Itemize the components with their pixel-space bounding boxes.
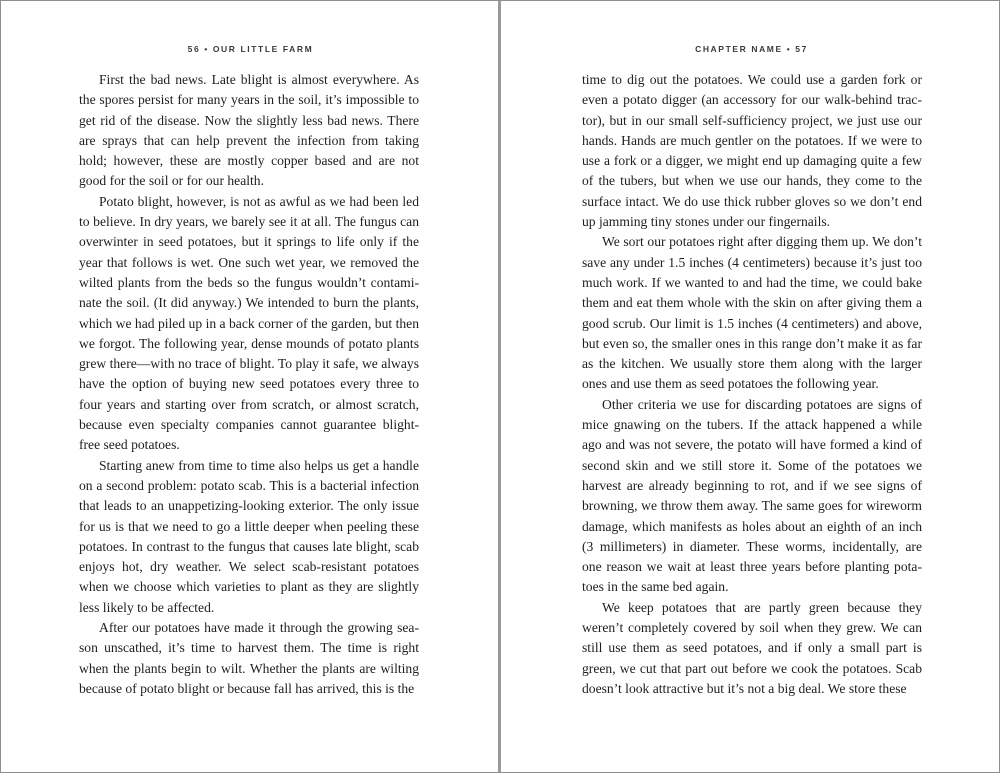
right-running-head: CHAPTER NAME • 57 [695,44,808,54]
paragraph: After our potatoes have made it through the growing season unscathed, it’s time to harvest them. The time is right when the plants begin to wilt. Whether the plants are wilting because of potato blight or because fall has arrived, this is the [79,620,419,696]
right-text-block [582,70,922,699]
paragraph: Other criteria we use for discarding potatoes are signs of mice gnawing on the tubers. If the attack happened a while ago and was not severe, the potato will have formed a kind of second skin and we still store it. Some of the potatoes we harvest are already beginning to rot, and if we see signs of browning, we throw them away. The same goes for wireworm damage, which manifests as holes about an eighth of an inch (3 millimeters) in diameter. These worms, incidentally, are one reason we wait at least three years before planting potatoes in the same bed again. [582,396,922,595]
paragraph: We keep potatoes that are partly green because they weren’t completely covered by soil when they grew. We can still use them as seed potatoes, and if only a small part is green, we cut that part out before we cook the potatoes. Scab doesn’t look attractive but it’s not a big deal. We store these [582,599,922,696]
paragraph: time to dig out the potatoes. We could use a garden fork or even a potato digger (an accessory for our walk-behind tractor), but in our small self-sufficiency project, we just use our hands. Hands are much gentler on the potatoes. If we were to use a fork or a digger, we might end up damaging quite a few of the tubers, but when we use our hands, they come to the surface intact. We do use thick rubber gloves so we don’t end up jamming tiny stones under our fingernails. [582,72,922,230]
right-page [502,1,1000,772]
left-running-head: 56 • OUR LITTLE FARM [187,44,314,54]
left-text-block [79,70,419,699]
paragraph: Starting anew from time to time also helps us get a handle on a second problem: potato scab. This is a bacterial infection that leads to an unappetizing-looking exterior. The only issue for us is that we need to go a little deeper when peeling these potatoes. In contrast to the fungus that causes late blight, scab enjoys hot, dry weather. We select scab-resistant potatoes when we choose which varieties to plant as they are slightly less likely to be affected. [79,457,419,615]
paragraph: First the bad news. Late blight is almost everywhere. As the spores persist for many years in the soil, it’s impossible to get rid of the disease. Now the slightly less bad news. There are sprays that can help prevent the infection from taking hold; however, these are mostly copper based and are not good for the soil or for our health. [79,72,419,189]
paragraph: Potato blight, however, is not as awful as we had been led to believe. In dry years, we barely see it at all. The fungus can overwinter in seed potatoes, but it springs to life only if the year that follows is wet. One such wet year, we removed the wilted plants from the beds so the fungus wouldn’t contaminate the soil. (It did anyway.) We intended to burn the plants, which we had piled up in a back corner of the garden, but then we forgot. The following year, dense mounds of potato plants grew there—with no trace of blight. To play it safe, we always have the option of buying new seed potatoes every three to four years and starting over from scratch, or almost scratch, because even specialty companies cannot guarantee blight-free seed potatoes. [79,193,419,453]
left-page [1,1,500,772]
paragraph: We sort our potatoes right after digging them up. We don’t save any under 1.5 inches (4 centimeters) because it’s just too much work. If we wanted to and had the time, we could bake them and eat them whole with the skin on after giving them a good scrub. Our limit is 1.5 inches (4 centimeters) and above, but even so, the smaller ones in this range don’t make it as far as the kitchen. We usually store them along with the larger ones and use them as seed potatoes the following year. [582,234,922,392]
page-gutter-divider [498,1,501,772]
